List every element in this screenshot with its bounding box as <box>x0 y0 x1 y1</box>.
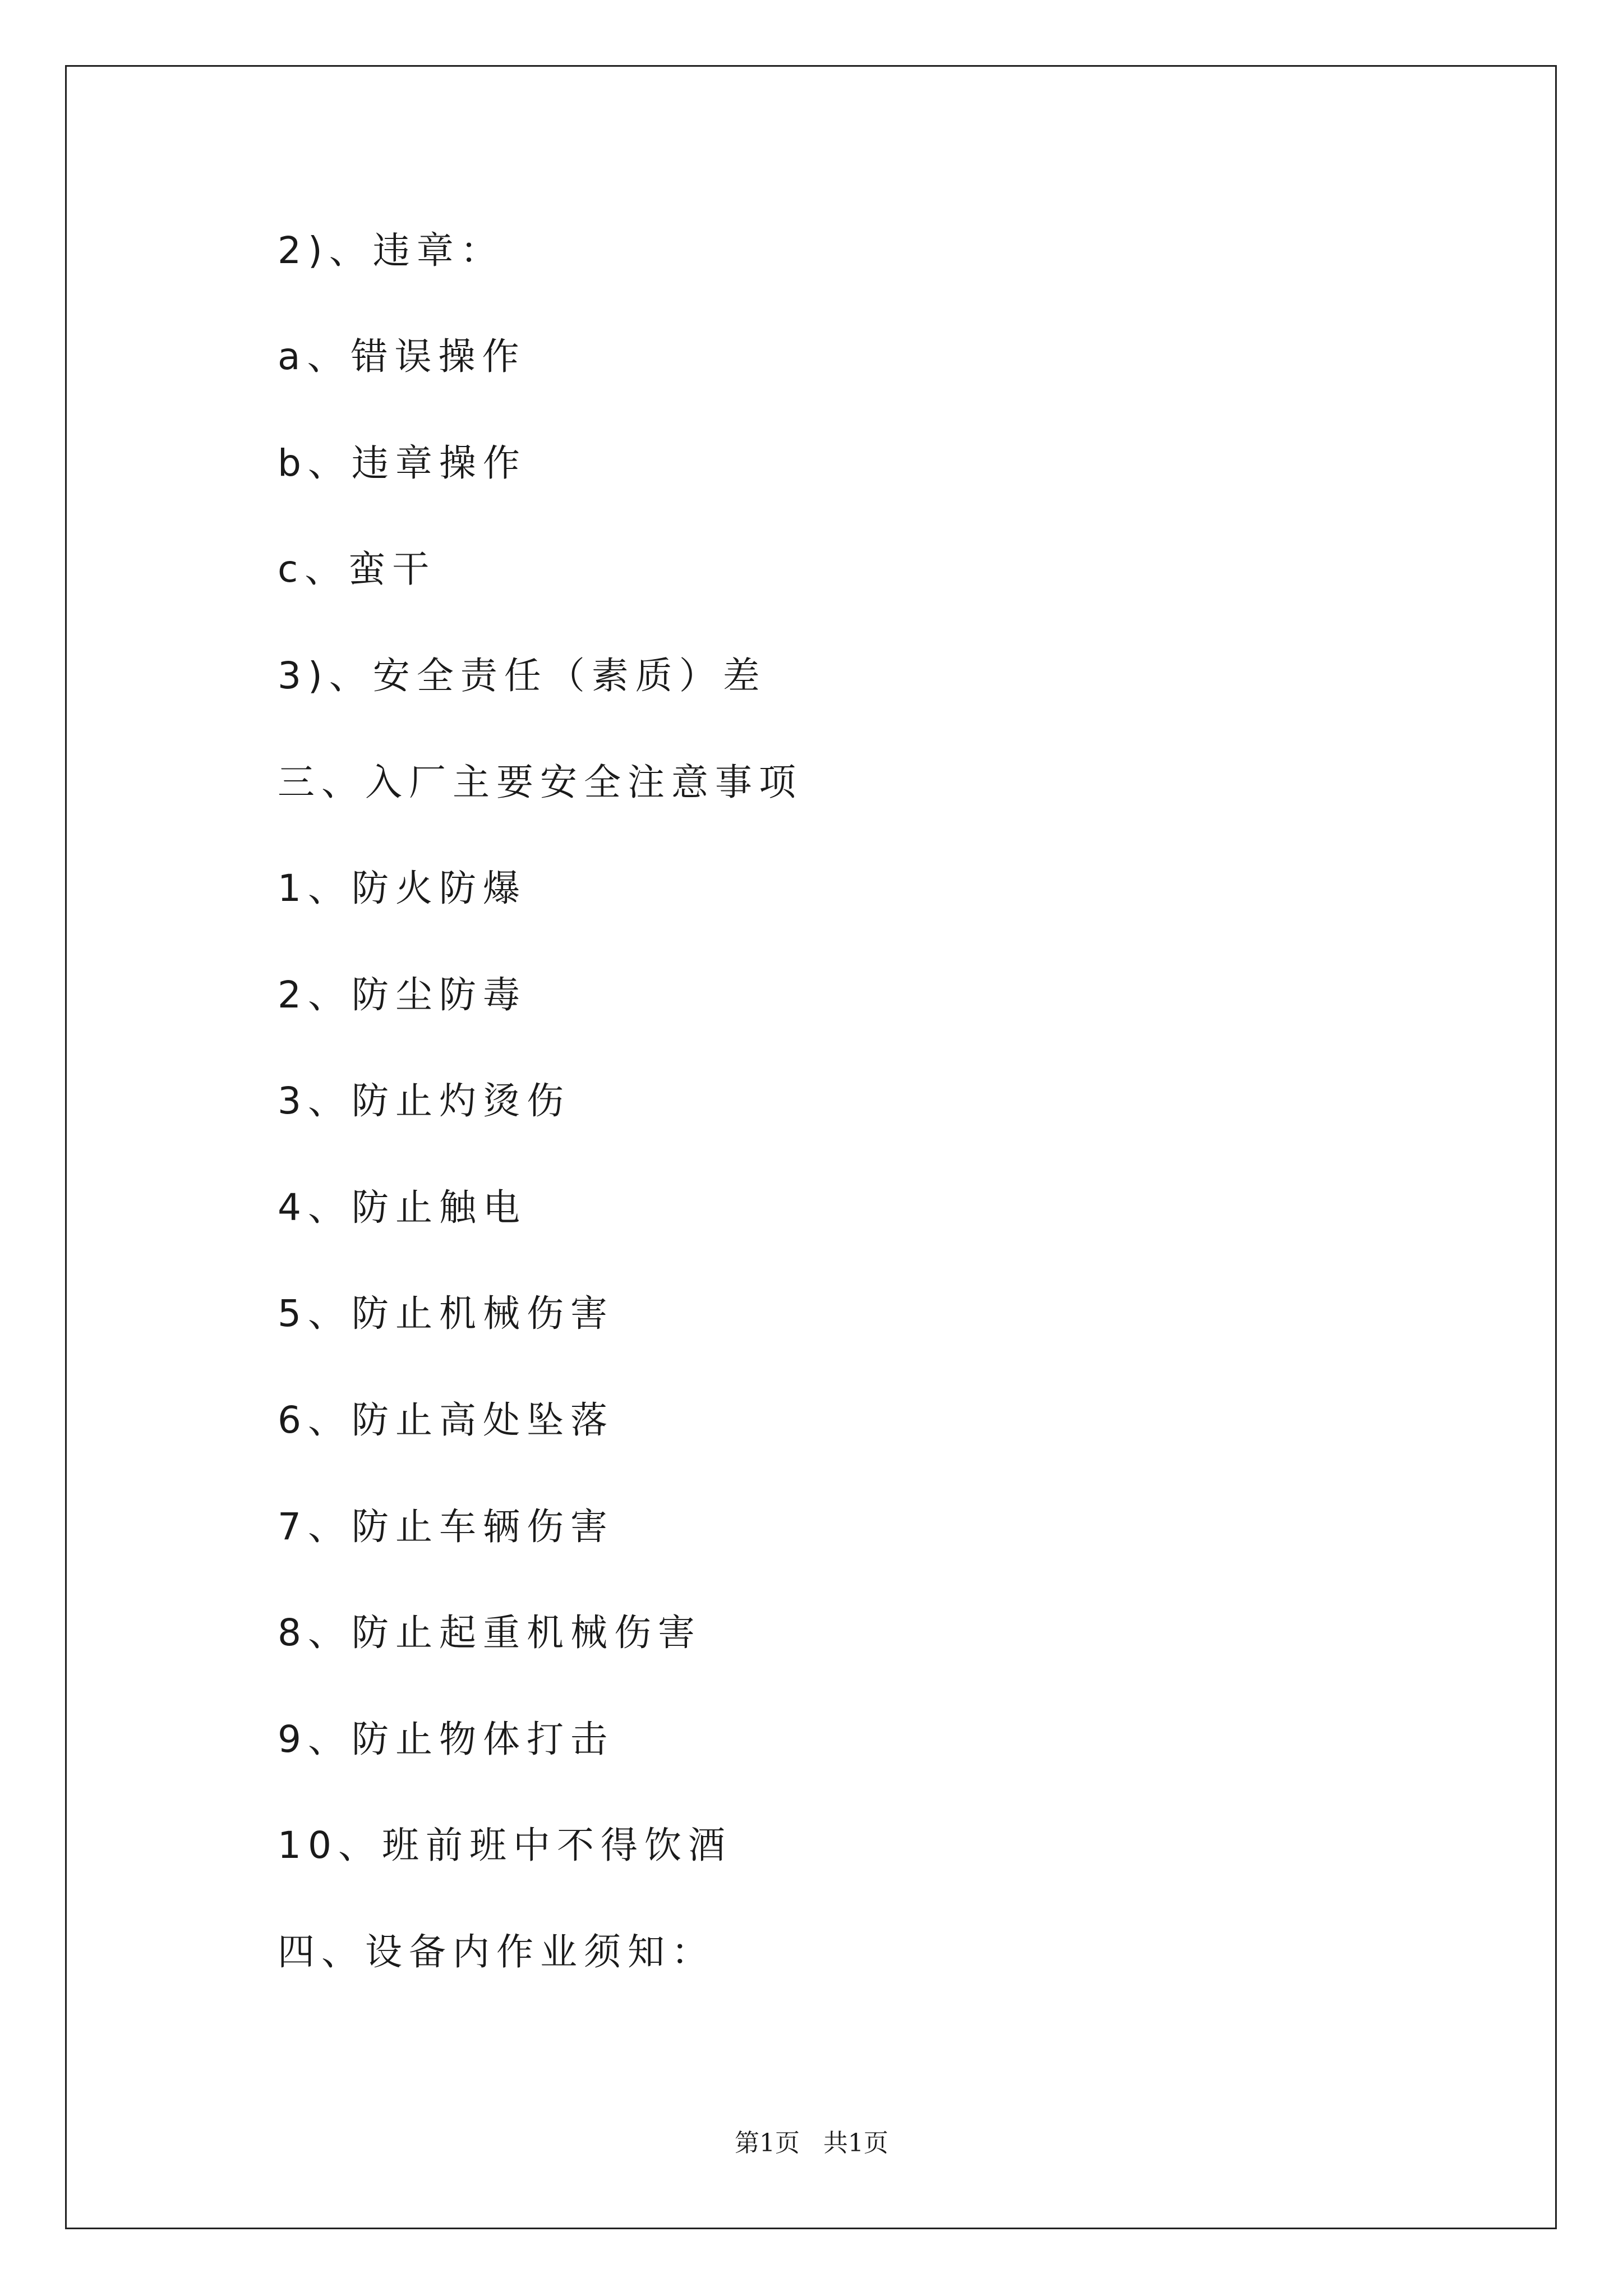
text-line-violation-heading: 2)、违章： <box>278 229 504 272</box>
list-item-7: 7、防止车辆伤害 <box>278 1505 614 1548</box>
list-item-2: 2、防尘防毒 <box>278 973 527 1016</box>
list-item-9: 9、防止物体打击 <box>278 1718 614 1761</box>
document-body <box>278 0 1455 2076</box>
section-heading-4: 四、设备内作业须知： <box>278 1930 715 1973</box>
list-item-1: 1、防火防爆 <box>278 867 527 910</box>
text-line-safety-responsibility: 3)、安全责任（素质）差 <box>278 654 767 697</box>
text-line-wrong-operation: a、错误操作 <box>278 335 526 378</box>
page-number-footer: 第1页 共1页 <box>735 2129 888 2157</box>
list-item-5: 5、防止机械伤害 <box>278 1292 614 1335</box>
section-heading-3: 三、入厂主要安全注意事项 <box>278 761 803 804</box>
list-item-10: 10、班前班中不得饮酒 <box>278 1824 732 1867</box>
text-line-illegal-operation: b、违章操作 <box>278 441 527 485</box>
list-item-8: 8、防止起重机械伤害 <box>278 1611 702 1654</box>
text-line-reckless: c、蛮干 <box>278 547 436 591</box>
list-item-3: 3、防止灼烫伤 <box>278 1079 570 1122</box>
list-item-4: 4、防止触电 <box>278 1186 527 1229</box>
list-item-6: 6、防止高处坠落 <box>278 1398 614 1442</box>
